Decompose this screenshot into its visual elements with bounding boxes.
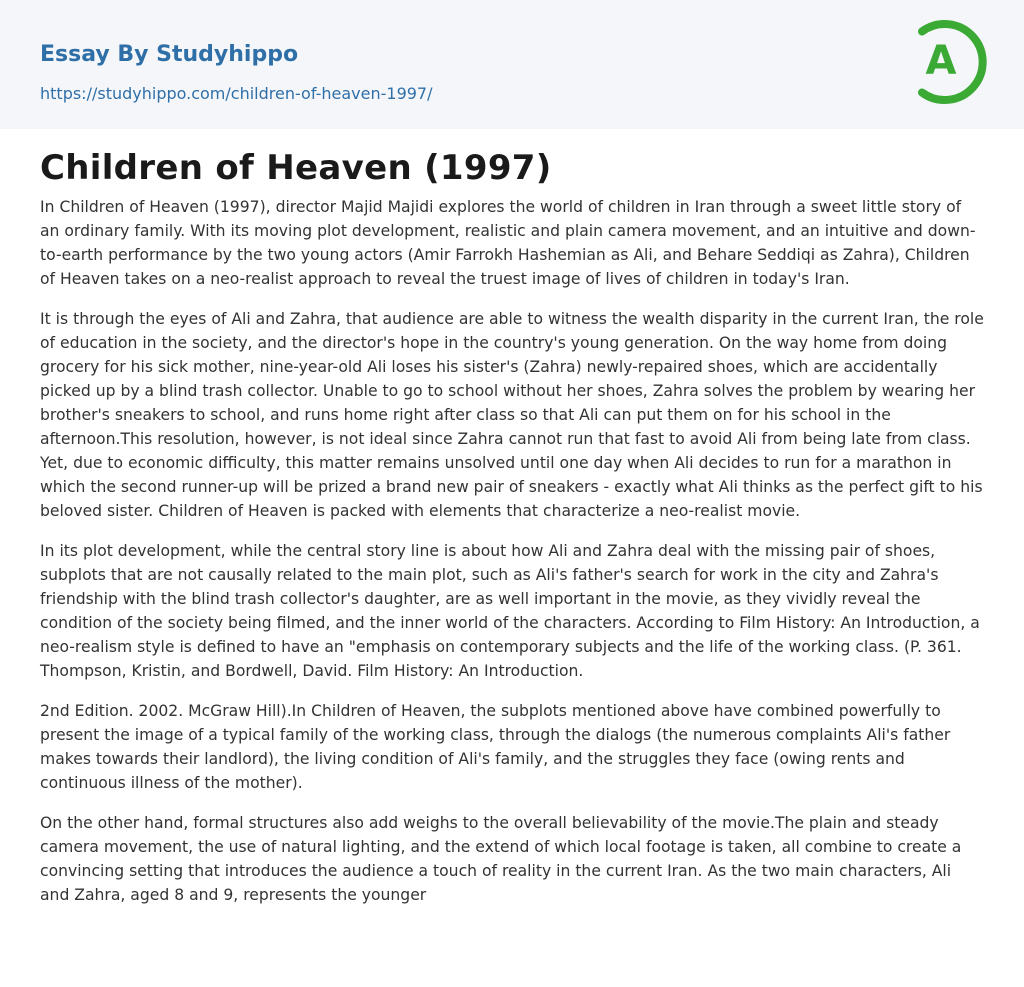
page-header	[0, 0, 1024, 129]
article-paragraph-2: It is through the eyes of Ali and Zahra, that audience are able to witness the wealth disparity in the current Iran, the role of education in the society, and the director's hope in the country's young generation. On the way home from doing grocery for his sick mother, nine-year-old Ali loses his sister's (Zahra) newly-repaired shoes, which are accidentally picked up by a blind trash collector. Unable to go to school without her shoes, Zahra solves the problem by wearing her brother's sneakers to school, and runs home right after class so that Ali can put them on for his school in the afternoon.This resolution, however, is not ideal since Zahra cannot run that fast to avoid Ali from being late from class. Yet, due to economic difficulty, this matter remains unsolved until one day when Ali decides to run for a marathon in which the second runner-up will be prized a brand new pair of sneakers - exactly what Ali thinks as the perfect gift to his beloved sister. Children of Heaven is packed with elements that characterize a neo-realist movie.	[40, 310, 984, 520]
studyhippo-logo-icon[interactable]	[910, 18, 988, 106]
site-brand[interactable]: Essay By Studyhippo	[40, 42, 299, 67]
article-paragraph-1: In Children of Heaven (1997), director Majid Majidi explores the world of children in Iran through a sweet little story of an ordinary family. With its moving plot development, realistic and plain camera movement, and an intuitive and down-to-earth performance by the two young actors (Amir Farrokh Hashemian as Ali, and Behare Seddiqi as Zahra), Children of Heaven takes on a neo-realist approach to reveal the truest image of lives of children in today's Iran.	[40, 198, 976, 288]
page-url-link[interactable]: https://studyhippo.com/children-of-heaven-1997/	[40, 84, 433, 103]
article-paragraph-3: In its plot development, while the central story line is about how Ali and Zahra deal with the missing pair of shoes, subplots that are not causally related to the main plot, such as Ali's father's search for work in the city and Zahra's friendship with the blind trash collector's daughter, are as well important in the movie, as they vividly reveal the condition of the society being filmed, and the inner world of the characters. According to Film History: An Introduction, a neo-realism style is defined to have an "emphasis on contemporary subjects and the life of the working class. (P. 361. Thompson, Kristin, and Bordwell, David. Film History: An Introduction.	[40, 542, 980, 680]
article-title: Children of Heaven (1997)	[40, 148, 552, 188]
logo-letter: A	[925, 38, 957, 84]
article-paragraph-5: On the other hand, formal structures also add weighs to the overall believability of the movie.The plain and steady camera movement, the use of natural lighting, and the extend of which local footage is taken, all combine to create a convincing setting that introduces the audience a touch of reality in the current Iran. As the two main characters, Ali and Zahra, aged 8 and 9, represents the younger	[40, 814, 962, 904]
article	[40, 146, 985, 923]
article-paragraph-4: 2nd Edition. 2002. McGraw Hill).In Children of Heaven, the subplots mentioned above have combined powerfully to present the image of a typical family of the working class, through the dialogs (the numerous complaints Ali's father makes towards their landlord), the living condition of Ali's family, and the struggles they face (owing rents and continuous illness of the mother).	[40, 702, 951, 792]
